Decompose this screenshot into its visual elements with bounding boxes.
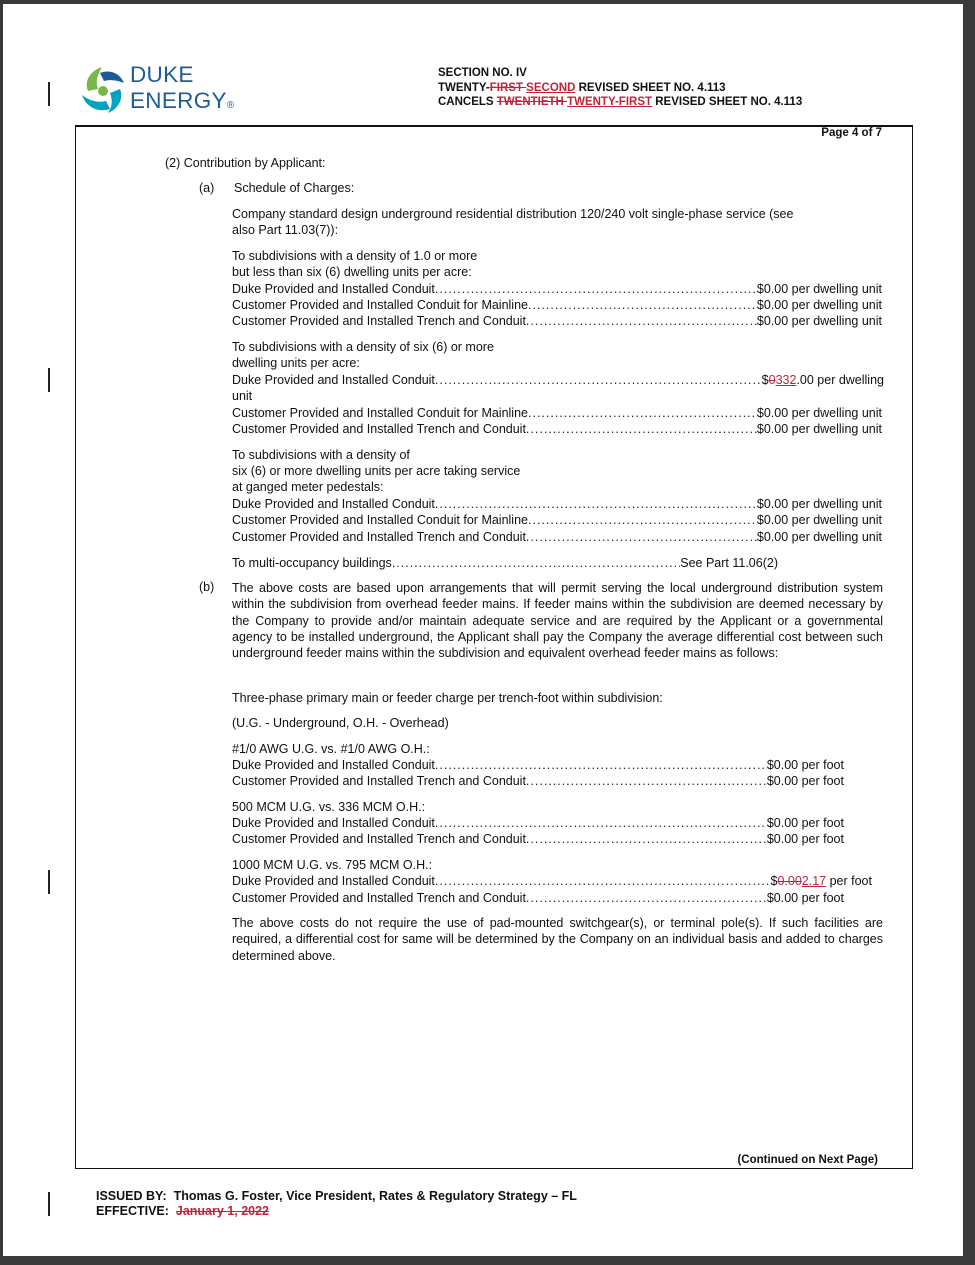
group1-heading-1: To subdivisions with a density of 1.0 or more bbox=[232, 249, 478, 263]
multi-occupancy-value: See Part 11.06(2) bbox=[680, 556, 778, 570]
dot-leader bbox=[392, 555, 680, 571]
feeder-charge-row bbox=[232, 773, 844, 789]
charge-value-revised bbox=[762, 372, 884, 388]
charge-label: Customer Provided and Installed Conduit for Mainline bbox=[232, 406, 528, 420]
charge-value: $0.00 per dwelling unit bbox=[756, 298, 882, 312]
multi-occupancy-label: To multi-occupancy buildings bbox=[232, 556, 392, 570]
section-heading: (2) Contribution by Applicant: bbox=[165, 156, 326, 170]
charge-value: $0.00 per foot bbox=[766, 816, 844, 830]
dot-leader bbox=[435, 815, 767, 831]
dot-leader bbox=[435, 281, 757, 297]
revised-sheet-post: REVISED SHEET NO. 4.113 bbox=[575, 81, 726, 94]
charge-value: $0.00 per foot bbox=[766, 758, 844, 772]
charge-value-wrap: unit bbox=[232, 389, 253, 403]
feeder-charge-row bbox=[232, 815, 844, 831]
dot-leader bbox=[435, 372, 762, 388]
logo-text-energy bbox=[130, 88, 235, 114]
charge-value: $0.00 per dwelling unit bbox=[756, 406, 882, 420]
charge-label: Customer Provided and Installed Conduit for Mainline bbox=[232, 298, 528, 312]
feeder-charge-row-revised bbox=[232, 873, 872, 889]
charge-row bbox=[232, 313, 882, 329]
dot-leader bbox=[528, 297, 757, 313]
dot-leader bbox=[526, 421, 757, 437]
tariff-page bbox=[3, 4, 963, 1256]
closing-paragraph: The above costs do not require the use of pad-mounted switchgear(s), or terminal pole(s). If such facilities are required, a differential cost for same will be determined by the Company on an individual basis and added to charges determined above. bbox=[232, 916, 883, 963]
dot-leader bbox=[526, 890, 767, 906]
feeder2-heading: 500 MCM U.G. vs. 336 MCM O.H.: bbox=[232, 800, 426, 814]
charge-value-pre: $ bbox=[761, 373, 769, 387]
dot-leader bbox=[526, 313, 757, 329]
charge-label: Customer Provided and Installed Trench and Conduit bbox=[232, 530, 526, 544]
charge-value: $0.00 per dwelling unit bbox=[756, 497, 882, 511]
revised-sheet-line bbox=[438, 81, 802, 96]
revised-sheet-pre: TWENTY- bbox=[438, 81, 490, 94]
dot-leader bbox=[528, 405, 757, 421]
group1-heading-2: but less than six (6) dwelling units per acre: bbox=[232, 265, 472, 279]
abbreviation-note: (U.G. - Underground, O.H. - Overhead) bbox=[232, 716, 449, 730]
charge-label: Customer Provided and Installed Trench and Conduit bbox=[232, 422, 526, 436]
charge-label: Customer Provided and Installed Trench and Conduit bbox=[232, 314, 526, 328]
effective-label: EFFECTIVE: bbox=[96, 1204, 169, 1218]
group2-heading-2: dwelling units per acre: bbox=[232, 356, 360, 370]
group3-heading-1: To subdivisions with a density of bbox=[232, 448, 410, 462]
group2-heading-1: To subdivisions with a density of six (6) or more bbox=[232, 340, 494, 354]
subsection-a-title: Schedule of Charges: bbox=[234, 181, 355, 195]
subsection-b-tag: (b) bbox=[199, 580, 215, 594]
dot-leader bbox=[435, 757, 767, 773]
dot-leader bbox=[526, 773, 767, 789]
revision-bar bbox=[48, 1192, 50, 1216]
revision-bar bbox=[48, 82, 50, 106]
charge-value-deleted: 0 bbox=[768, 373, 776, 387]
dot-leader bbox=[526, 529, 757, 545]
revised-sheet-inserted: SECOND bbox=[526, 81, 576, 94]
subsection-b-paragraph: The above costs are based upon arrangements that will permit serving the local underground distribution system within the subdivision from overhead feeder mains. If feeder mains within the subdivision are deemed necessary by the Company to provide and/or maintain adequate service and are required by the Applicant or a governmental agency to be installed underground, the Applicant shall pay the Company the average differential cost between such underground feeder mains within the subdivision and equivalent overhead feeder mains as follows: bbox=[232, 581, 883, 661]
cancels-deleted: TWENTIETH bbox=[496, 96, 568, 108]
charge-label: Customer Provided and Installed Conduit for Mainline bbox=[232, 513, 528, 527]
logo-text-duke: DUKE bbox=[130, 62, 194, 87]
charge-row bbox=[232, 512, 882, 528]
charge-value-post: per foot bbox=[826, 874, 872, 888]
charge-label: Customer Provided and Installed Trench and Conduit bbox=[232, 891, 526, 905]
page-number: Page 4 of 7 bbox=[821, 127, 882, 139]
charge-label: Duke Provided and Installed Conduit bbox=[232, 758, 435, 772]
logo-text-energy-word: ENERGY bbox=[130, 88, 227, 113]
charge-value: $0.00 per dwelling unit bbox=[756, 530, 882, 544]
charge-label: Customer Provided and Installed Trench and Conduit bbox=[232, 832, 526, 846]
intro-line-1: Company standard design underground residential distribution 120/240 volt single-phase service (see bbox=[232, 207, 794, 221]
dot-leader bbox=[526, 831, 767, 847]
charge-row bbox=[232, 529, 882, 545]
subsection-a-tag: (a) bbox=[199, 181, 215, 195]
effective-date-deleted: January 1, 2022 bbox=[175, 1204, 269, 1218]
cancels-pre: CANCELS bbox=[438, 96, 497, 108]
charge-value: $0.00 per foot bbox=[766, 832, 844, 846]
multi-occupancy-row bbox=[232, 555, 778, 571]
charge-value-deleted: 0.00 bbox=[777, 874, 802, 888]
charge-value-inserted: 332 bbox=[775, 373, 797, 387]
charge-value-revised bbox=[770, 873, 872, 889]
charge-value-inserted: 2.17 bbox=[801, 874, 827, 888]
continued-note: (Continued on Next Page) bbox=[737, 1154, 878, 1166]
dot-leader bbox=[528, 512, 757, 528]
section-number: SECTION NO. IV bbox=[438, 67, 527, 79]
duke-energy-logo-icon bbox=[78, 65, 128, 117]
charge-value: $0.00 per foot bbox=[766, 774, 844, 788]
cancels-post: REVISED SHEET NO. 4.113 bbox=[652, 96, 803, 108]
revision-bar bbox=[48, 870, 50, 894]
charge-row bbox=[232, 405, 882, 421]
issued-by-label: ISSUED BY: bbox=[96, 1189, 167, 1203]
charge-row bbox=[232, 297, 882, 313]
charge-value: $0.00 per dwelling unit bbox=[756, 282, 882, 296]
feeder-charge-row bbox=[232, 831, 844, 847]
group3-heading-2: six (6) or more dwelling units per acre taking service bbox=[232, 464, 521, 478]
duke-energy-logo bbox=[78, 61, 248, 121]
group3-heading-3: at ganged meter pedestals: bbox=[232, 480, 384, 494]
charge-label: Duke Provided and Installed Conduit bbox=[232, 282, 435, 296]
charge-label: Duke Provided and Installed Conduit bbox=[232, 874, 435, 888]
charge-label: Customer Provided and Installed Trench and Conduit bbox=[232, 774, 526, 788]
charge-label: Duke Provided and Installed Conduit bbox=[232, 373, 435, 387]
feeder3-heading: 1000 MCM U.G. vs. 795 MCM O.H.: bbox=[232, 858, 433, 872]
three-phase-heading: Three-phase primary main or feeder charge per trench-foot within subdivision: bbox=[232, 691, 663, 705]
cancels-inserted: TWENTY-FIRST bbox=[567, 96, 653, 108]
charge-row-revised bbox=[232, 372, 884, 388]
feeder1-heading: #1/0 AWG U.G. vs. #1/0 AWG O.H.: bbox=[232, 742, 430, 756]
charge-row bbox=[232, 496, 882, 512]
revision-bar bbox=[48, 368, 50, 392]
charge-label: Duke Provided and Installed Conduit bbox=[232, 497, 435, 511]
feeder-charge-row bbox=[232, 757, 844, 773]
charge-value: $0.00 per foot bbox=[766, 891, 844, 905]
dot-leader bbox=[435, 496, 757, 512]
issued-by-line bbox=[96, 1189, 577, 1203]
revised-sheet-deleted: FIRST bbox=[489, 81, 527, 94]
charge-value-pre: $ bbox=[770, 874, 778, 888]
sheet-header bbox=[438, 66, 802, 110]
charge-row bbox=[232, 281, 882, 297]
charge-value: $0.00 per dwelling unit bbox=[756, 422, 882, 436]
intro-line-2: also Part 11.03(7)): bbox=[232, 223, 339, 237]
charge-value: $0.00 per dwelling unit bbox=[756, 314, 882, 328]
charge-label: Duke Provided and Installed Conduit bbox=[232, 816, 435, 830]
dot-leader bbox=[435, 873, 771, 889]
issued-by-value: Thomas G. Foster, Vice President, Rates & Regulatory Strategy – FL bbox=[173, 1189, 577, 1203]
cancels-sheet-line bbox=[438, 95, 802, 110]
feeder-charge-row bbox=[232, 890, 844, 906]
charge-row bbox=[232, 421, 882, 437]
charge-value-post: .00 per dwelling bbox=[796, 373, 884, 387]
effective-line bbox=[96, 1204, 269, 1218]
registered-mark: ® bbox=[226, 100, 235, 111]
charge-value: $0.00 per dwelling unit bbox=[756, 513, 882, 527]
